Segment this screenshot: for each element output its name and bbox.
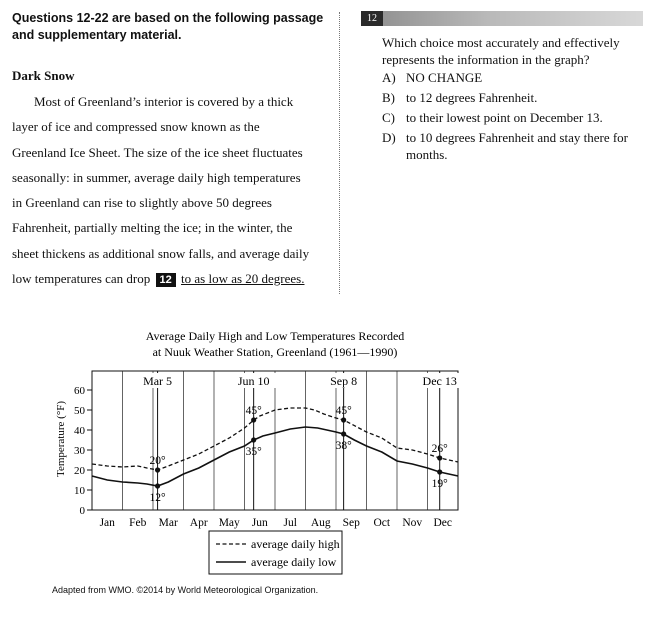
y-tick-label: 0 (79, 505, 85, 517)
high-data-point (437, 455, 442, 460)
high-point-label: 20° (149, 455, 166, 467)
passage-line: layer of ice and compressed snow known as the (12, 119, 260, 135)
y-axis (74, 385, 92, 517)
y-tick-label: 10 (74, 485, 85, 497)
passage-line: Greenland Ice Sheet. The size of the ice sheet fluctuates (12, 144, 303, 160)
choice-text: to their lowest point on December 13. (406, 110, 603, 125)
question-marker[interactable]: 12 (156, 273, 176, 287)
date-markers (136, 371, 462, 510)
chart-title-line-1: Average Daily High and Low Temperatures Recorded (145, 329, 405, 343)
column-divider (339, 12, 340, 294)
choice-text: to 10 degrees Fahrenheit and stay there for months. (406, 130, 629, 162)
x-tick-label: Mar (158, 517, 178, 529)
y-tick-label: 20 (74, 465, 85, 477)
low-point-label: 35° (245, 446, 262, 458)
x-axis (100, 517, 452, 529)
choice-letter: D) (382, 130, 396, 145)
legend-high-label: average daily high (251, 537, 340, 551)
source-credit: Adapted from WMO. ©2014 by World Meteorological Organization. (52, 585, 319, 595)
y-tick-label: 50 (74, 405, 85, 417)
choice-d[interactable] (382, 129, 644, 163)
low-data-point (251, 437, 256, 442)
choice-letter: A) (382, 70, 396, 85)
choice-a[interactable] (382, 69, 644, 86)
high-point-label: 26° (431, 443, 448, 455)
x-tick-label: Aug (310, 517, 331, 529)
temperature-chart (0, 322, 651, 582)
y-tick-label: 40 (74, 425, 85, 437)
date-marker-label: Dec 13 (422, 374, 457, 388)
x-tick-label: Jun (251, 517, 268, 529)
x-tick-label: Feb (129, 517, 147, 529)
legend (209, 531, 342, 574)
question-number: 12 (361, 11, 383, 26)
low-point-label: 12° (149, 492, 166, 504)
underlined-phrase[interactable]: to as low as 20 degrees. (181, 271, 305, 287)
choice-letter: B) (382, 90, 395, 105)
passage-line: in Greenland can rise to slightly above 50 degrees (12, 195, 272, 211)
high-point-label: 45° (335, 405, 352, 417)
date-marker-label: Sep 8 (330, 374, 358, 388)
chart-title-line-2: at Nuuk Weather Station, Greenland (1961—1990) (152, 345, 398, 359)
high-point-label: 45° (245, 405, 262, 417)
x-tick-label: Apr (189, 517, 208, 529)
labeled-points (150, 405, 449, 504)
passage-line-text: Most of Greenland’s interior is covered by a thick (34, 94, 294, 109)
question-header-bar (361, 11, 643, 26)
passage-line-text: low temperatures can drop (12, 271, 151, 287)
high-data-point (251, 417, 256, 422)
high-data-point (155, 467, 160, 472)
y-tick-label: 30 (74, 445, 85, 457)
choice-text: to 12 degrees Fahrenheit. (406, 90, 538, 105)
answer-choices (382, 69, 644, 166)
low-data-point (341, 431, 346, 436)
y-tick-label: 60 (74, 385, 85, 397)
legend-low-label: average daily low (251, 555, 337, 569)
y-axis-label: Temperature (°F) (55, 400, 67, 478)
x-tick-label: May (218, 517, 240, 529)
x-tick-label: Oct (373, 517, 391, 529)
gridlines (123, 371, 428, 510)
x-tick-label: Dec (433, 517, 453, 529)
x-tick-label: Jan (99, 517, 115, 529)
choice-c[interactable] (382, 109, 644, 126)
x-tick-label: Sep (342, 517, 360, 529)
date-marker-label: Mar 5 (143, 374, 173, 388)
choice-b[interactable] (382, 89, 644, 106)
choice-text: NO CHANGE (406, 70, 483, 85)
questions-heading: Questions 12-22 are based on the following passage and supplementary material. (12, 11, 324, 42)
question-text: Which choice most accurately and effectively represents the information in the graph? (382, 35, 620, 67)
passage-line (12, 266, 332, 291)
passage-line: Fahrenheit, partially melting the ice; in the winter, the (12, 220, 293, 236)
low-data-point (437, 469, 442, 474)
x-tick-label: Jul (283, 517, 297, 529)
date-marker-label: Jun 10 (237, 374, 270, 388)
x-tick-label: Nov (402, 517, 423, 529)
low-point-label: 38° (335, 440, 352, 452)
passage-line (12, 89, 332, 114)
high-data-point (341, 417, 346, 422)
low-data-point (155, 483, 160, 488)
passage-line: sheet thickens as additional snow falls, and average daily (12, 245, 310, 261)
passage-line: seasonally: in summer, average daily high temperatures (12, 169, 301, 185)
low-point-label: 19° (431, 478, 448, 490)
choice-letter: C) (382, 110, 395, 125)
passage-body (12, 89, 332, 291)
passage-title: Dark Snow (12, 68, 75, 83)
